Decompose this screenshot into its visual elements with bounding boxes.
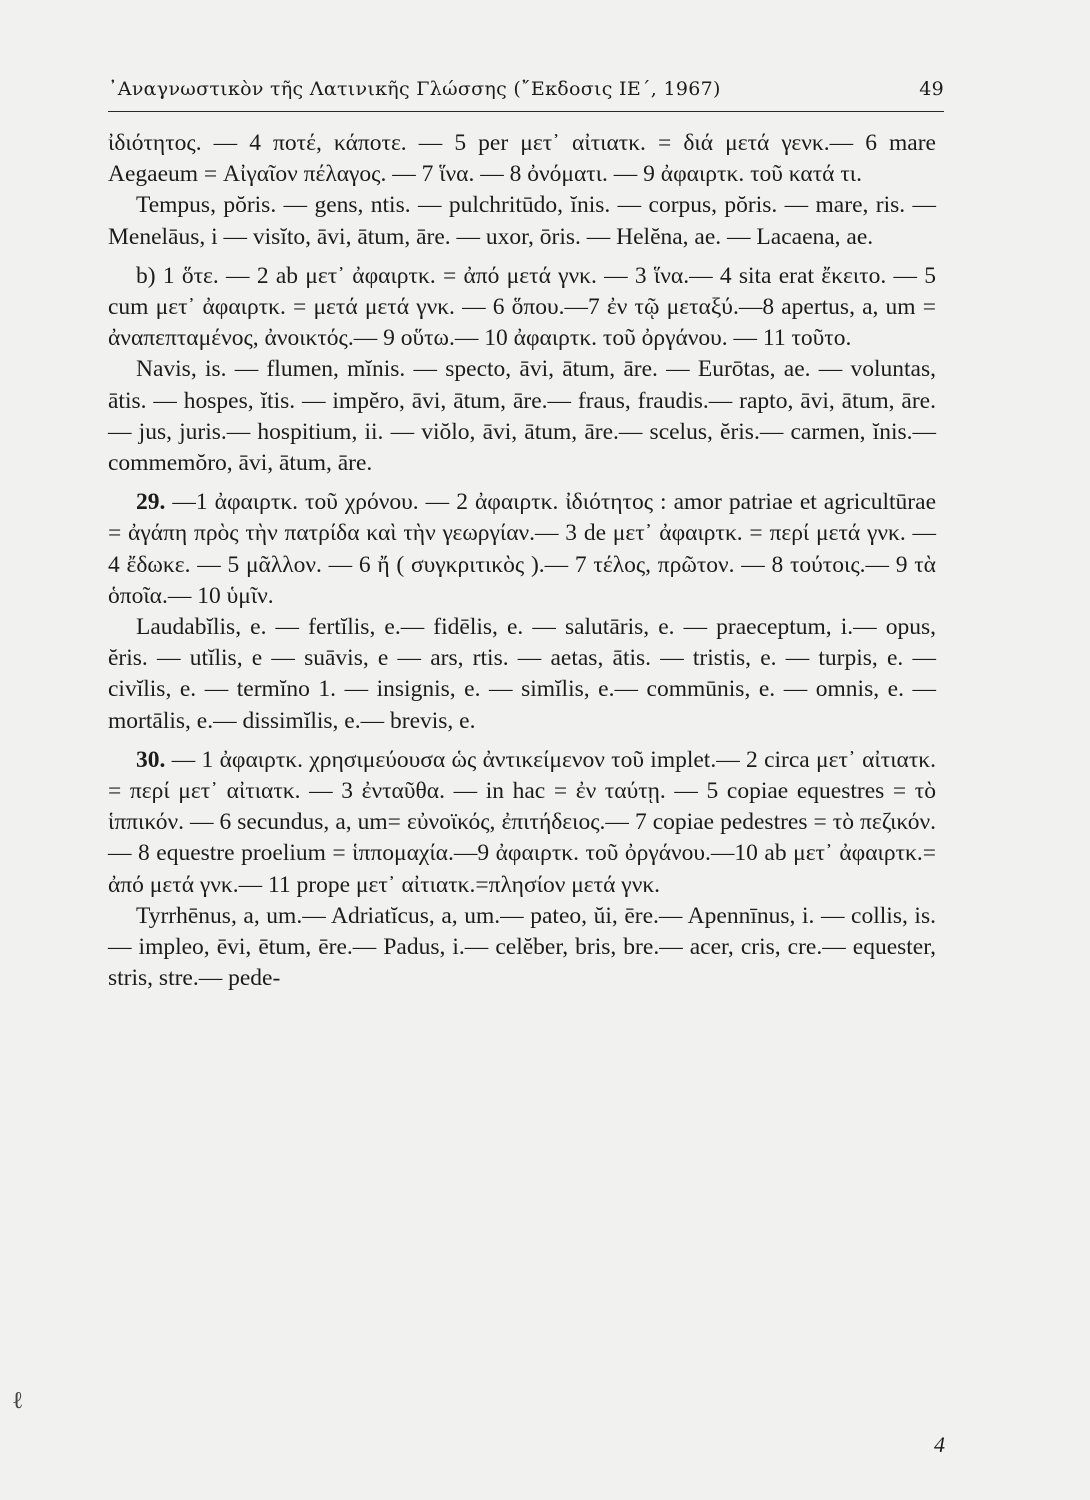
signature-mark: 4 (934, 1432, 945, 1457)
page-number: 49 (919, 78, 944, 100)
lesson-number: 30. (136, 746, 166, 773)
notes-lesson-30: 30. — 1 ἀφαιρτκ. χρησιμεύουσα ὡς ἀντικείμενον τοῦ implet.— 2 circa μετ᾿ αἰτιατκ. = περί μετ᾿ αἰτιατκ. — 3 ἐνταῦθα. — in hac = ἐν ταύτῃ. — 5 copiae equestres = τὸ ἱππικόν. — 6 secundus, a, um= εὐνοϊκός, ἐπιτήδειος.— 7 copiae pedestres = τὸ πεζικόν. — 8 equestre proelium = ἱππομαχία.—9 ἀφαιρτκ. τοῦ ὀργάνου.—10 ab μετ᾿ ἀφαιρτκ.= ἀπό μετά γνκ.— 11 prope μετ᾿ αἰτιατκ.=πλησίον μετά γνκ. (108, 746, 936, 898)
vocabulary-list-a: Tempus, pŏris. — gens, ntis. — pulchritūdo, ĭnis. — corpus, pŏris. — mare, ris. — Menelāus, i — visĭto, āvi, ātum, āre. — uxor, ōris. — Helĕna, ae. — Lacaena, ae. (108, 192, 936, 250)
lesson-number: 29. (136, 489, 166, 516)
vocabulary-list-30: Tyrrhēnus, a, um.— Adriatĭcus, a, um.— pateo, ŭi, ēre.— Apennīnus, i. — collis, is. — impleo, ēvi, ētum, ēre.— Padus, i.— celĕber, bris, bre.— acer, cris, cre.— equester, stris, stre.— pede- (108, 902, 936, 992)
header-rule (108, 111, 944, 112)
paragraph-continuation: ἰδιότητος. — 4 ποτέ, κάποτε. — 5 per μετ᾿ αἰτιατκ. = διά μετά γενκ.— 6 mare Aegaeum = Αἰγαῖον πέλαγος. — 7 ἵνα. — 8 ὀνόματι. — 9 ἀφαιρτκ. τοῦ κατά τι. (108, 130, 936, 188)
notes-lesson-29: 29. —1 ἀφαιρτκ. τοῦ χρόνου. — 2 ἀφαιρτκ. ἰδιότητος : amor patriae et agricultūrae = ἀγάπη πρὸς τὴν πατρίδα καὶ τὴν γεωργίαν.— 3 de μετ᾿ ἀφαιρτκ. = περί μετά γνκ. — 4 ἔδωκε. — 5 μᾶλλον. — 6 ἤ ( συγκριτικὸς ).— 7 τέλος, πρῶτον. — 8 τούτοις.— 9 τὰ ὁποῖα.— 10 ὑμῖν. (108, 489, 936, 609)
running-head (108, 78, 944, 100)
vocabulary-list-29: Laudabĭlis, e. — fertĭlis, e.— fidēlis, e. — salutāris, e. — praeceptum, i.— opus, ĕris. — utĭlis, e — suāvis, e — ars, rtis. — aetas, ātis. — tristis, e. — turpis, e. — civĭlis, e. — termĭno 1. — insignis, e. — simĭlis, e.— commūnis, e. — omnis, e. — mortālis, e.— dissimĭlis, e.— brevis, e. (108, 614, 936, 734)
text-body (108, 128, 936, 994)
notes-section-b: b) 1 ὅτε. — 2 ab μετ᾿ ἀφαιρτκ. = ἀπό μετά γνκ. — 3 ἵνα.— 4 sita erat ἔκειτο. — 5 cum μετ᾿ ἀφαιρτκ. = μετά μετά γνκ. — 6 ὅπου.—7 ἐν τῷ μεταξύ.—8 apertus, a, um = ἀναπεπταμένος, ἀνοικτός.— 9 οὕτω.— 10 ἀφαιρτκ. τοῦ ὀργάνου. — 11 τοῦτο. (108, 262, 936, 352)
vocabulary-list-b: Navis, is. — flumen, mĭnis. — specto, āvi, ātum, āre. — Eurōtas, ae. — voluntas, ātis. — hospes, ĭtis. — impĕro, āvi, ātum, āre.— fraus, fraudis.— rapto, āvi, ātum, āre. — jus, juris.— hospitium, ii. — viŏlo, āvi, ātum, āre.— scelus, ĕris.— carmen, ĭnis.— commemŏro, āvi, ātum, āre. (108, 356, 936, 477)
margin-mark: ℓ (12, 1388, 24, 1414)
book-title: ᾿Αναγνωστικὸν τῆς Λατινικῆς Γλώσσης (῎Εκδοσις ΙΕ΄, 1967) (108, 78, 721, 100)
